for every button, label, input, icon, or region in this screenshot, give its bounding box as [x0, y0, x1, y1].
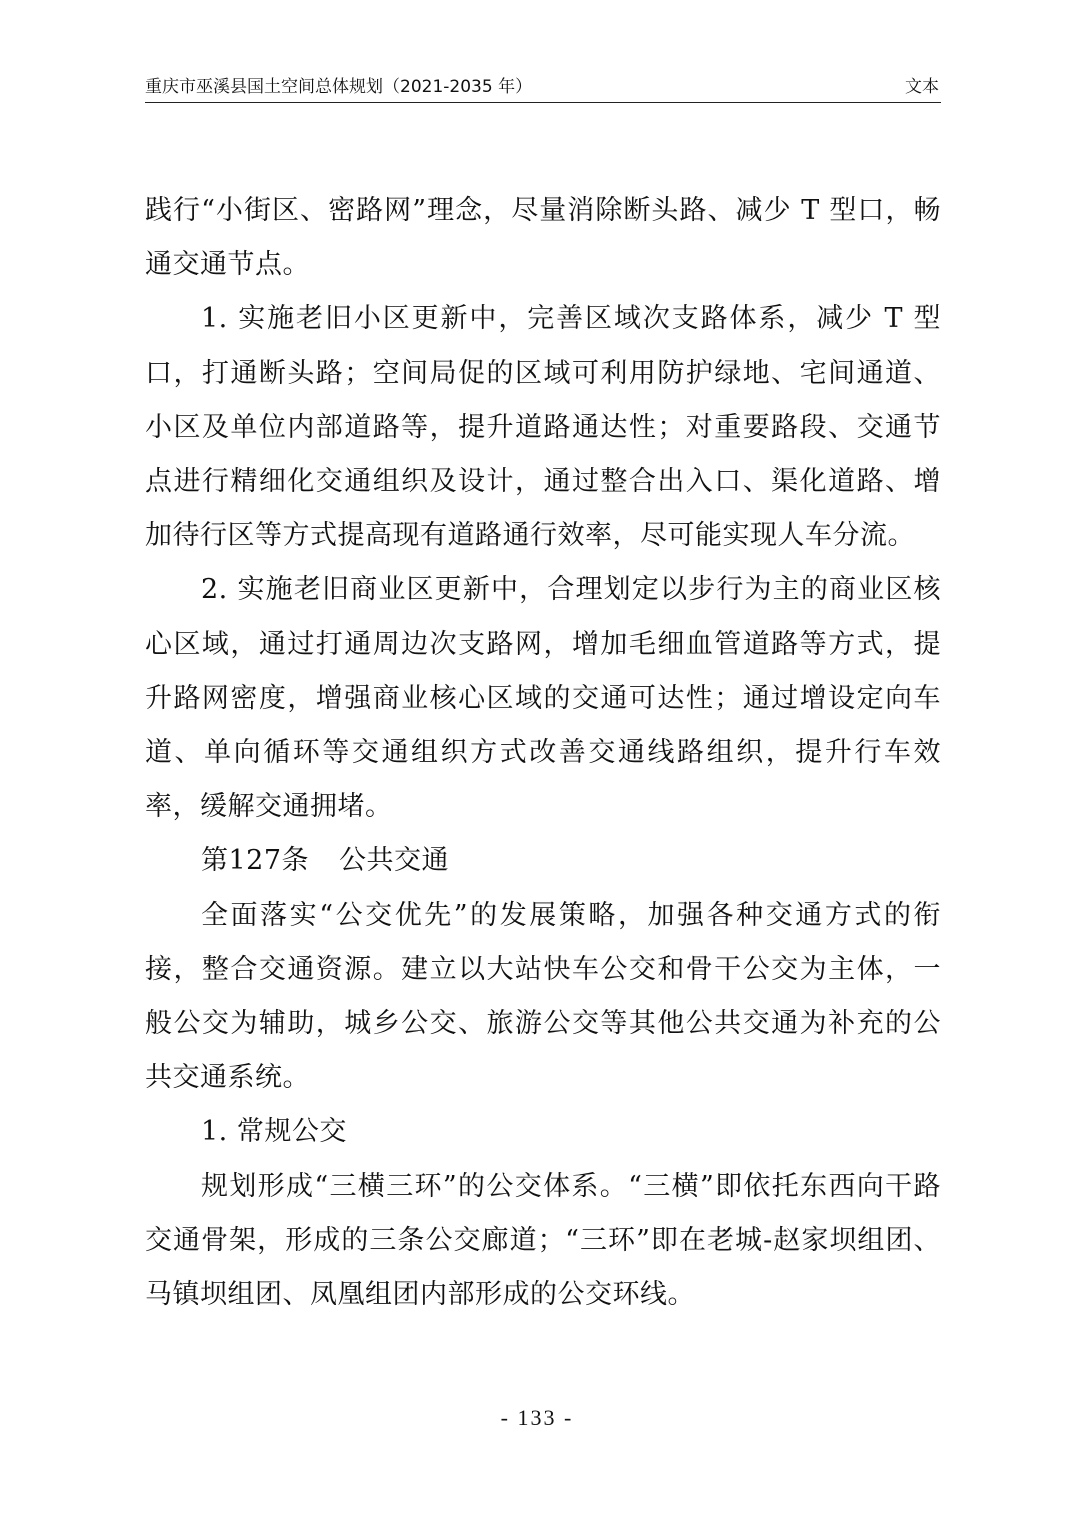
- document-type-label: 文本: [905, 77, 939, 97]
- document-body: [145, 184, 941, 1322]
- sub-heading-regular-bus: 1. 常规公交: [201, 1116, 347, 1148]
- paragraph-continuation: 践行“小街区、密路网”理念，尽量消除断头路、减少 T 型口，畅通交通节点。: [145, 195, 941, 281]
- paragraph-bus-system: 规划形成“三横三环”的公交体系。“三横”即依托东西向干路交通骨架，形成的三条公交廊道；“三环”即在老城-赵家坝组团、马镇坝组团、凤凰组团内部形成的公交环线。: [145, 1170, 941, 1311]
- paragraph-item-1: 1. 实施老旧小区更新中，完善区域次支路体系，减少 T 型口，打通断头路；空间局促的区域可利用防护绿地、宅间通道、小区及单位内部道路等，提升道路通达性；对重要路段、交通节点进行精细化交通组织及设计，通过整合出入口、渠化道路、增加待行区等方式提高现有道路通行效率，尽可能实现人车分流。: [145, 303, 941, 552]
- article-number: 第127条: [201, 845, 310, 877]
- paragraph-public-transport: 全面落实“公交优先”的发展策略，加强各种交通方式的衔接，整合交通资源。建立以大站快车公交和骨干公交为主体，一般公交为辅助，城乡公交、旅游公交等其他公共交通为补充的公共交通系统。: [145, 899, 941, 1094]
- article-title: 公共交通: [339, 845, 450, 877]
- article-heading: [145, 834, 941, 888]
- paragraph-item-2: 2. 实施老旧商业区更新中，合理划定以步行为主的商业区核心区域，通过打通周边次支路网，增加毛细血管道路等方式，提升路网密度，增强商业核心区域的交通可达性；通过增设定向车道、单向循环等交通组织方式改善交通线路组织，提升行车效率，缓解交通拥堵。: [145, 574, 941, 823]
- page-header: [145, 72, 941, 103]
- document-title: 重庆市巫溪县国土空间总体规划（2021-2035 年）: [145, 77, 533, 97]
- page-number: - 133 -: [500, 1405, 574, 1430]
